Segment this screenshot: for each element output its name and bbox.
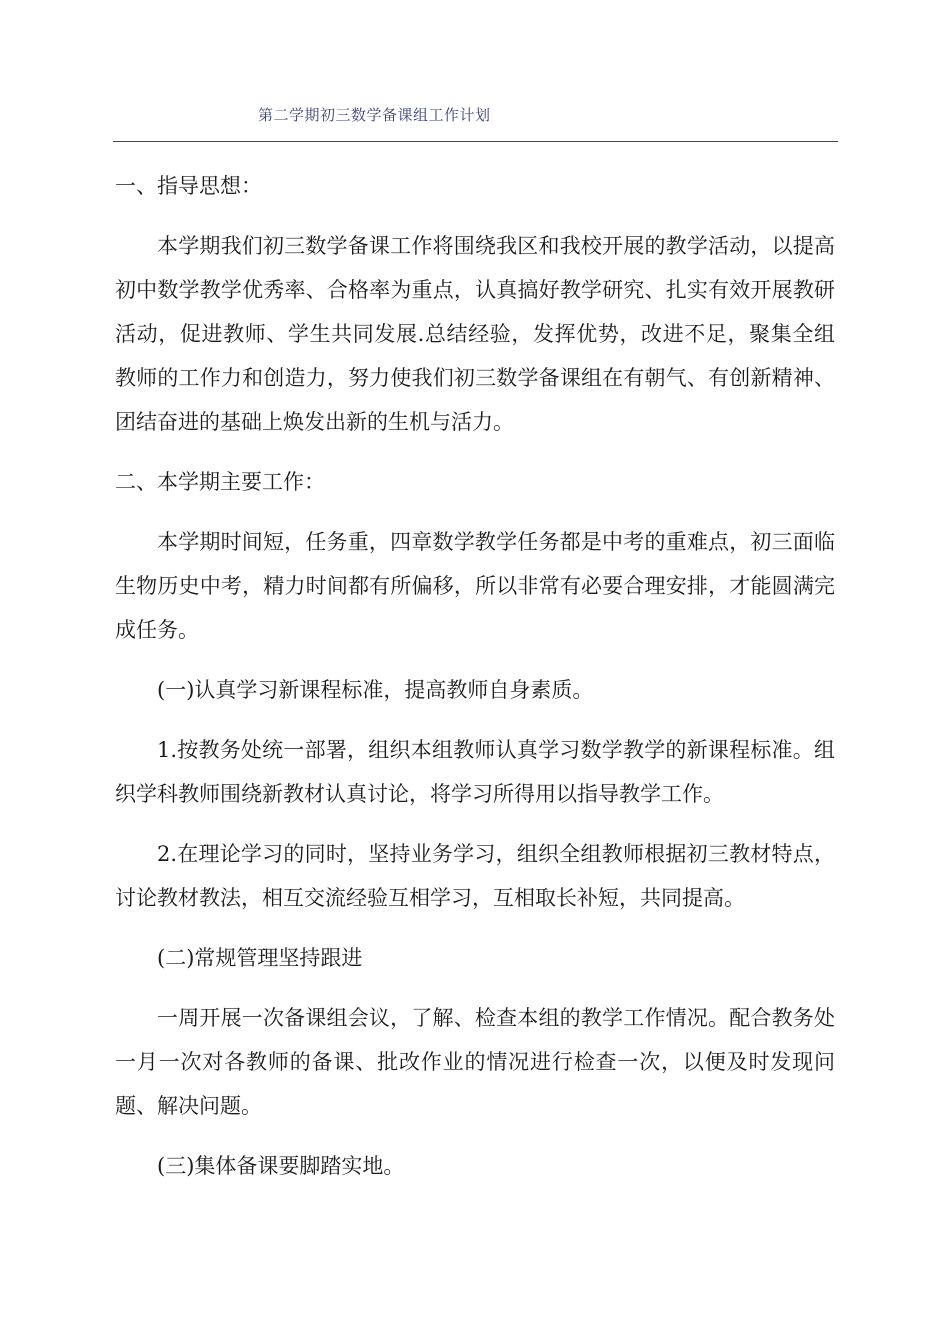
subheading-study-standards: (一)认真学习新课程标准，提高教师自身素质。 <box>157 678 594 702</box>
section-heading-guiding-thought: 一、指导思想： <box>115 174 262 198</box>
section-heading-main-work: 二、本学期主要工作： <box>115 470 325 494</box>
paragraph-item-2: 2.在理论学习的同时，坚持业务学习，组织全组教师根据初三教材特点，讨论教材教法，相互交流经验互相学习，互相取长补短，共同提高。 <box>115 842 835 910</box>
subheading-collective-lesson-prep: (三)集体备课要脚踏实地。 <box>157 1154 405 1178</box>
header-title: 第二学期初三数学备课组工作计划 <box>258 106 491 124</box>
paragraph-main-work-intro: 本学期时间短，任务重，四章数学教学任务都是中考的重难点，初三面临生物历史中考，精力时间都有所偏移，所以非常有必要合理安排，才能圆满完成任务。 <box>115 530 835 642</box>
header-divider <box>113 141 838 142</box>
document-body <box>115 164 835 1204</box>
paragraph-routine-management: 一周开展一次备课组会议，了解、检查本组的教学工作情况。配合教务处一月一次对各教师的备课、批改作业的情况进行检查一次，以便及时发现问题、解决问题。 <box>115 1006 835 1118</box>
subheading-routine-management: (二)常规管理坚持跟进 <box>157 946 363 970</box>
paragraph-item-1: 1.按教务处统一部署，组织本组教师认真学习数学教学的新课程标准。组织学科教师围绕新教材认真讨论，将学习所得用以指导教学工作。 <box>115 738 835 806</box>
paragraph-guiding-thought: 本学期我们初三数学备课工作将围绕我区和我校开展的教学活动，以提高初中数学教学优秀率、合格率为重点，认真搞好教学研究、扎实有效开展教研活动，促进教师、学生共同发展.总结经验，发挥优势，改进不足，聚集全组教师的工作力和创造力，努力使我们初三数学备课组在有朝气、有创新精神、团结奋进的基础上焕发出新的生机与活力。 <box>115 234 835 434</box>
